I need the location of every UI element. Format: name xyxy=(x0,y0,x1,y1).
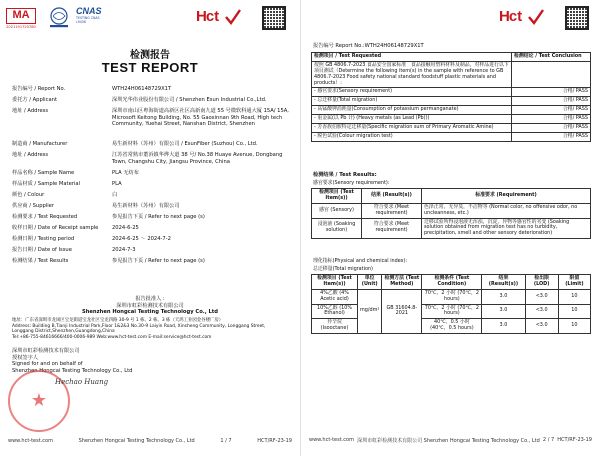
report-page-2 xyxy=(300,0,600,456)
table-row: - 重金属(以 Pb 计) (Heavy metals (as Lead (Pb))) 合格/ PASS xyxy=(312,115,591,124)
checkmark-icon xyxy=(224,8,242,26)
table-header-row: 检测项目 (Test Item(s)) 结果 (Result(s)) 标准要求 (Requirement) xyxy=(312,189,591,204)
field-applicant-address: 地址 / Address 深圳市南山区粤海街道高新区社区高新南九道 55 号微软科通大厦 15A/ 15A, Microsoft Keitong Building, No. 55 Gaoxinnan 9th Road, High tech Community, Yuehai Street, Nanshan District, Shenzhen xyxy=(12,108,289,127)
page-2-report-no: 报告编号 Report No.:WTH24H06148729X1T xyxy=(313,43,424,49)
field-date-receipt: 收样日期 / Date of Receipt sample 2024-6-25 xyxy=(12,225,139,231)
sensory-table xyxy=(311,188,591,239)
field-applicant: 委托方 / Applicant 深圳光华伟业股份有限公司 / Shenzhen Esun Industrial Co.,Ltd. xyxy=(12,97,267,103)
approver-block: 报告批准人 : 深圳市虹彩检测技术有限公司 Shenzhen Hongcai Testing Technology Co., Ltd xyxy=(81,296,219,315)
field-supplier: 供应商 / Supplier 易生新材料（苏州）有限公司 xyxy=(12,203,180,209)
table-row: 浸泡液 (Soaking solution) 符合要求 (Meet requirement) 迁移试验所得浸泡液无浑浊，沉淀，异物等感官性的劣变 (Soaking solution obtained from migration test has no turbidity, precipitation, smell and other sensory deterioration) xyxy=(312,218,591,239)
star-icon: ★ xyxy=(30,390,48,411)
table-row: 按照 GB 4806.7-2023 食品安全国家标准 食品接触用塑料材料及制品，对样品进行以下项目测试（Determine the following item(s) in the sample with reference to GB 4806.7-2023 Food safety national standard foodstuff plastic materials and products）: xyxy=(312,61,591,88)
field-colour: 颜色 / Colour 白 xyxy=(12,192,118,198)
report-title-cn: 检测报告 xyxy=(130,50,170,61)
page-2-footer: www.hct-test.com 深圳市虹彩检测技术有限公司 Shenzhen Hongcai Testing Technology Co., Ltd 2 / 7 HCT/RF-23-19 xyxy=(309,437,592,444)
field-date-issue: 报告日期 / Date of Issue 2024-7-3 xyxy=(12,247,136,253)
sensory-heading: 感官要求(Sensory requirement): xyxy=(313,180,390,186)
table-row: 感官 (Sensory) 符合要求 (Meet requirement) 色泽正常，无异臭，不洁物等 (Normal color, no offensive odor, no uncleanness, etc.) xyxy=(312,203,591,218)
signature: Hechao Huang xyxy=(55,378,109,386)
field-test-requested: 检测要求 / Test Requested 参见报告下页 / Refer to next page (s) xyxy=(12,214,205,220)
checkmark-icon xyxy=(527,8,545,26)
field-sample-material: 样品材质 / Sample Material PLA xyxy=(12,181,122,187)
lab-address-block: 地址：广东省深圳市龙岗区宝龙街道宝龙社区宝龙四路 30-9 号 1 栋、2 栋、3 栋（天鸿工业园金谷楼厂房） Address: Building B,Tianji Industrial Park,Floor 1&2&3 No.30-9 Laiyin Road, Xinsheng Community, Longgang Street, Longgang District,Shenzhen,Guangdong,China Tel:+86-755-84616666/400-0006-989 Web:www.hct-test.com E-mail:service@hct-test.com xyxy=(12,318,266,340)
table-row: 10%乙醇 (10% Ethanol) 70℃，2 小时 (70℃，2 hours) 3.0 <3.0 10 xyxy=(312,304,591,319)
hct-logo: Hct xyxy=(196,6,240,32)
field-manufacturer-address: 地址 / Address 江苏省常熟市董浜镇华烨大道 38 号/ No.38 Huaye Avenue, Dongbang Town, Changshu City, Jiangsu Province, China xyxy=(12,152,283,165)
table-row: - 芳香族伯胺特定迁移量(Specific migration sum of Primary Aromatic Amine) 合格/ PASS xyxy=(312,123,591,132)
hct-logo: Hct xyxy=(499,6,543,32)
qr-code[interactable] xyxy=(565,6,589,30)
signatory-block: 深圳市虹彩检测技术有限公司 授权签字人 Signed for and on behalf of Shenzhen Hongcai Testing Technology Co., Ltd xyxy=(12,348,133,374)
table-row: - 总迁移量(Total migration) 合格/ PASS xyxy=(312,97,591,106)
table-row: - 感官要求(Sensory requirement) 合格/ PASS xyxy=(312,88,591,97)
table-row: - 高锰酸钾消耗量(Consumption of potassium permanganate) 合格/ PASS xyxy=(312,106,591,115)
summary-table xyxy=(311,52,591,142)
field-testing-period: 检测日期 / Testing period 2024-6-25 ～ 2024-7-2 xyxy=(12,236,171,242)
results-heading: 检测结果 / Test Results: xyxy=(313,172,377,178)
table-header-row: 检测项目 (Test Item(s)) 单位 (Unit) 检测方法 (Test Method) 检测条件 (Test Condition) 结果 (Result(s)) 检出限 (LOD) 限值 (Limit) xyxy=(312,275,591,290)
physchem-heading: 理化指标(Physical and chemical index): xyxy=(313,258,408,264)
field-test-results: 检测结果 / Test Results 参见报告下页 / Refer to next page (s) xyxy=(12,258,205,264)
field-report-no: 报告编号 / Report No. WTH24H06148729X1T xyxy=(12,86,172,92)
table-row: 异辛烷 (Isooctane) 40℃，0.5 小时 (40℃，0.5 hours) 3.0 <3.0 10 xyxy=(312,319,591,334)
field-sample-name: 样品名称 / Sample Name PLA 无纺布 xyxy=(12,170,139,176)
ilac-mra-logo xyxy=(46,6,72,28)
table-row: - 脱色试验(Colour migration test) 合格/ PASS xyxy=(312,132,591,141)
field-manufacturer: 制造商 / Manufacturer 易生新材料（苏州）有限公司 / EsunFiber (Suzhou) Co., Ltd. xyxy=(12,141,258,147)
page-1-footer: www.hct-test.com Shenzhen Hongcai Testing Technology Co., Ltd 1 / 7 HCT/RF-23-19 xyxy=(8,438,292,444)
table-row: 4%乙酸 (4% Acetic acid) mg/dm² GB 31604.8-2021 70℃，2 小时 (70℃，2 hours) 3.0 <3.0 10 xyxy=(312,289,591,304)
migration-table xyxy=(311,274,591,334)
cnas-logo: CNAS TESTING CNAS L9456 xyxy=(76,6,102,24)
migration-heading: 总迁移量(Total migration) xyxy=(313,266,373,272)
cma-logo: MA 2021191725780 xyxy=(6,9,36,29)
qr-code[interactable] xyxy=(262,6,286,30)
table-header-row: 检测项目 / Test Requested 检测结论 / Test Conclusion xyxy=(312,53,591,62)
report-title-en: TEST REPORT xyxy=(101,60,199,75)
